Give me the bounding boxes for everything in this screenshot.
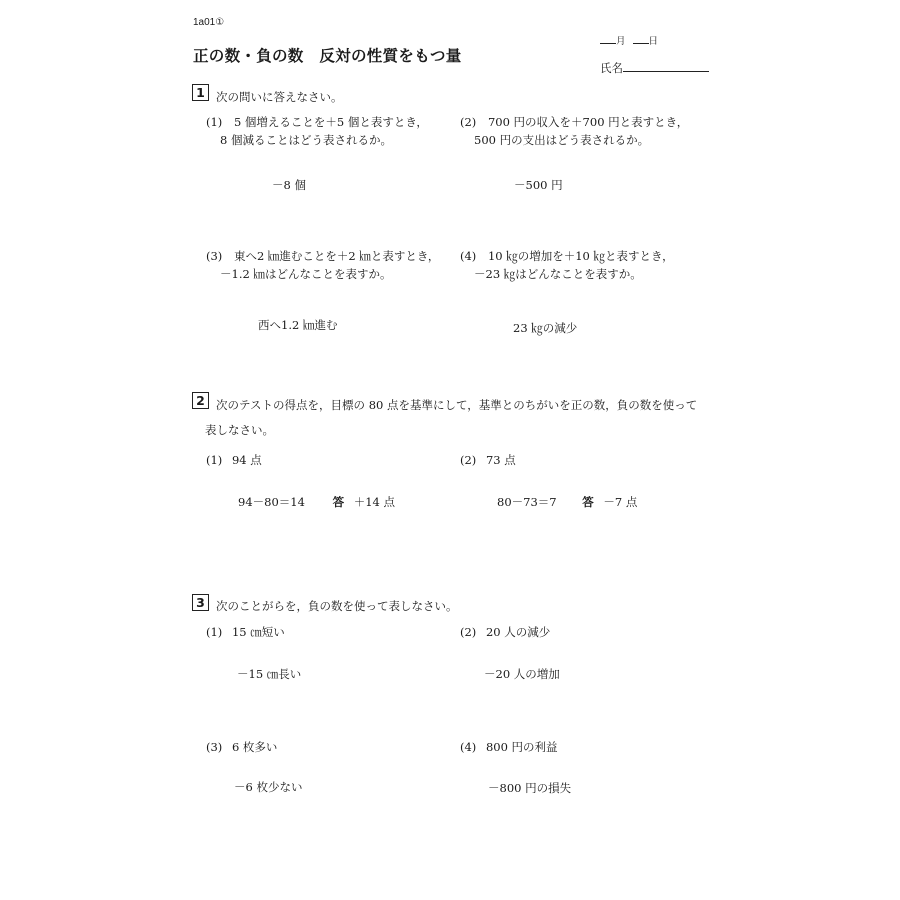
s1-q2-number: (2)	[460, 115, 477, 129]
s1-q1-line2: 8 個減ることはどう表されるか。	[220, 133, 392, 147]
section-1-instruction: 次の問いに答えなさい。	[216, 90, 343, 104]
section-2-instruction-line2: 表しなさい。	[205, 423, 274, 437]
s1-q1-number: (1)	[206, 115, 223, 129]
date-field[interactable]	[600, 33, 658, 47]
s1-q4	[460, 247, 674, 283]
s3-q1	[206, 623, 285, 641]
s2-q1-question: 94 点	[231, 453, 262, 467]
s1-q4-answer: 23 ㎏の減少	[513, 321, 578, 335]
s3-q3-answer: －6 枚少ない	[234, 780, 303, 794]
s1-q4-number: (4)	[460, 249, 477, 263]
worksheet-code: 1a01①	[193, 17, 225, 28]
s2-q1-number: (1)	[206, 453, 223, 467]
s1-q3	[206, 247, 439, 283]
s3-q4-question: 800 円の利益	[485, 740, 558, 754]
s2-q2-number: (2)	[460, 453, 477, 467]
s3-q4-answer: －800 円の損失	[488, 781, 572, 795]
s1-q1	[206, 113, 428, 149]
s2-q1	[206, 451, 262, 469]
s1-q1-line1: 5 個増えることを＋5 個と表すとき，	[233, 115, 428, 129]
s3-q2	[460, 623, 550, 641]
s1-q2-answer: －500 円	[514, 178, 563, 192]
s3-q1-question: 15 ㎝短い	[231, 625, 285, 639]
s3-q3-number: (3)	[206, 740, 223, 754]
section-2-instruction-line1: 次のテストの得点を，目標の 80 点を基準にして，基準とのちがいを正の数，負の数を使って	[216, 398, 698, 412]
s2-q2-answer-label: 答	[582, 495, 594, 509]
s1-q2-line2: 500 円の支出はどう表されるか。	[474, 133, 650, 147]
s1-q3-line1: 東へ2 ㎞進むことを＋2 ㎞と表すとき，	[233, 249, 440, 263]
section-3-number: 3	[192, 594, 209, 611]
name-blank	[623, 71, 709, 72]
s3-q1-answer: －15 ㎝長い	[237, 667, 302, 681]
s1-q4-line1: 10 ㎏の増加を＋10 ㎏と表すとき，	[487, 249, 674, 263]
name-label: 氏名	[600, 61, 623, 75]
section-1-number: 1	[192, 84, 209, 101]
s1-q1-answer: －8 個	[272, 178, 306, 192]
s2-q2-answer-value: －7 点	[603, 495, 638, 509]
s3-q4	[460, 738, 558, 756]
name-field[interactable]	[600, 59, 709, 77]
s1-q4-line2: －23 ㎏はどんなことを表すか。	[474, 267, 642, 281]
month-label: 月	[616, 36, 626, 47]
s3-q1-number: (1)	[206, 625, 223, 639]
s2-q1-work: 94－80＝14	[238, 495, 305, 509]
s1-q3-number: (3)	[206, 249, 223, 263]
s1-q2	[460, 113, 688, 149]
s3-q2-number: (2)	[460, 625, 477, 639]
s2-q2-work: 80－73＝7	[497, 495, 557, 509]
s3-q2-question: 20 人の減少	[485, 625, 551, 639]
s2-q1-answer	[238, 494, 395, 510]
day-label: 日	[648, 36, 659, 47]
s3-q4-number: (4)	[460, 740, 477, 754]
s3-q3-question: 6 枚多い	[231, 740, 278, 754]
s1-q3-line2: －1.2 ㎞はどんなことを表すか。	[220, 267, 392, 281]
s1-q2-line1: 700 円の収入を＋700 円と表すとき，	[487, 115, 689, 129]
s1-q3-answer: 西へ1.2 ㎞進む	[258, 318, 338, 332]
section-2-number: 2	[192, 392, 209, 409]
month-blank	[600, 43, 616, 44]
s3-q3	[206, 738, 277, 756]
s2-q2-question: 73 点	[485, 453, 516, 467]
s3-q2-answer: －20 人の増加	[484, 667, 560, 681]
s2-q2-answer	[497, 494, 637, 510]
s2-q2	[460, 451, 516, 469]
day-blank	[633, 43, 649, 44]
s2-q1-answer-value: ＋14 点	[353, 495, 396, 509]
page-title: 正の数・負の数 反対の性質をもつ量	[193, 47, 462, 65]
s2-q1-answer-label: 答	[332, 495, 345, 509]
section-3-instruction: 次のことがらを，負の数を使って表しなさい。	[216, 599, 458, 613]
